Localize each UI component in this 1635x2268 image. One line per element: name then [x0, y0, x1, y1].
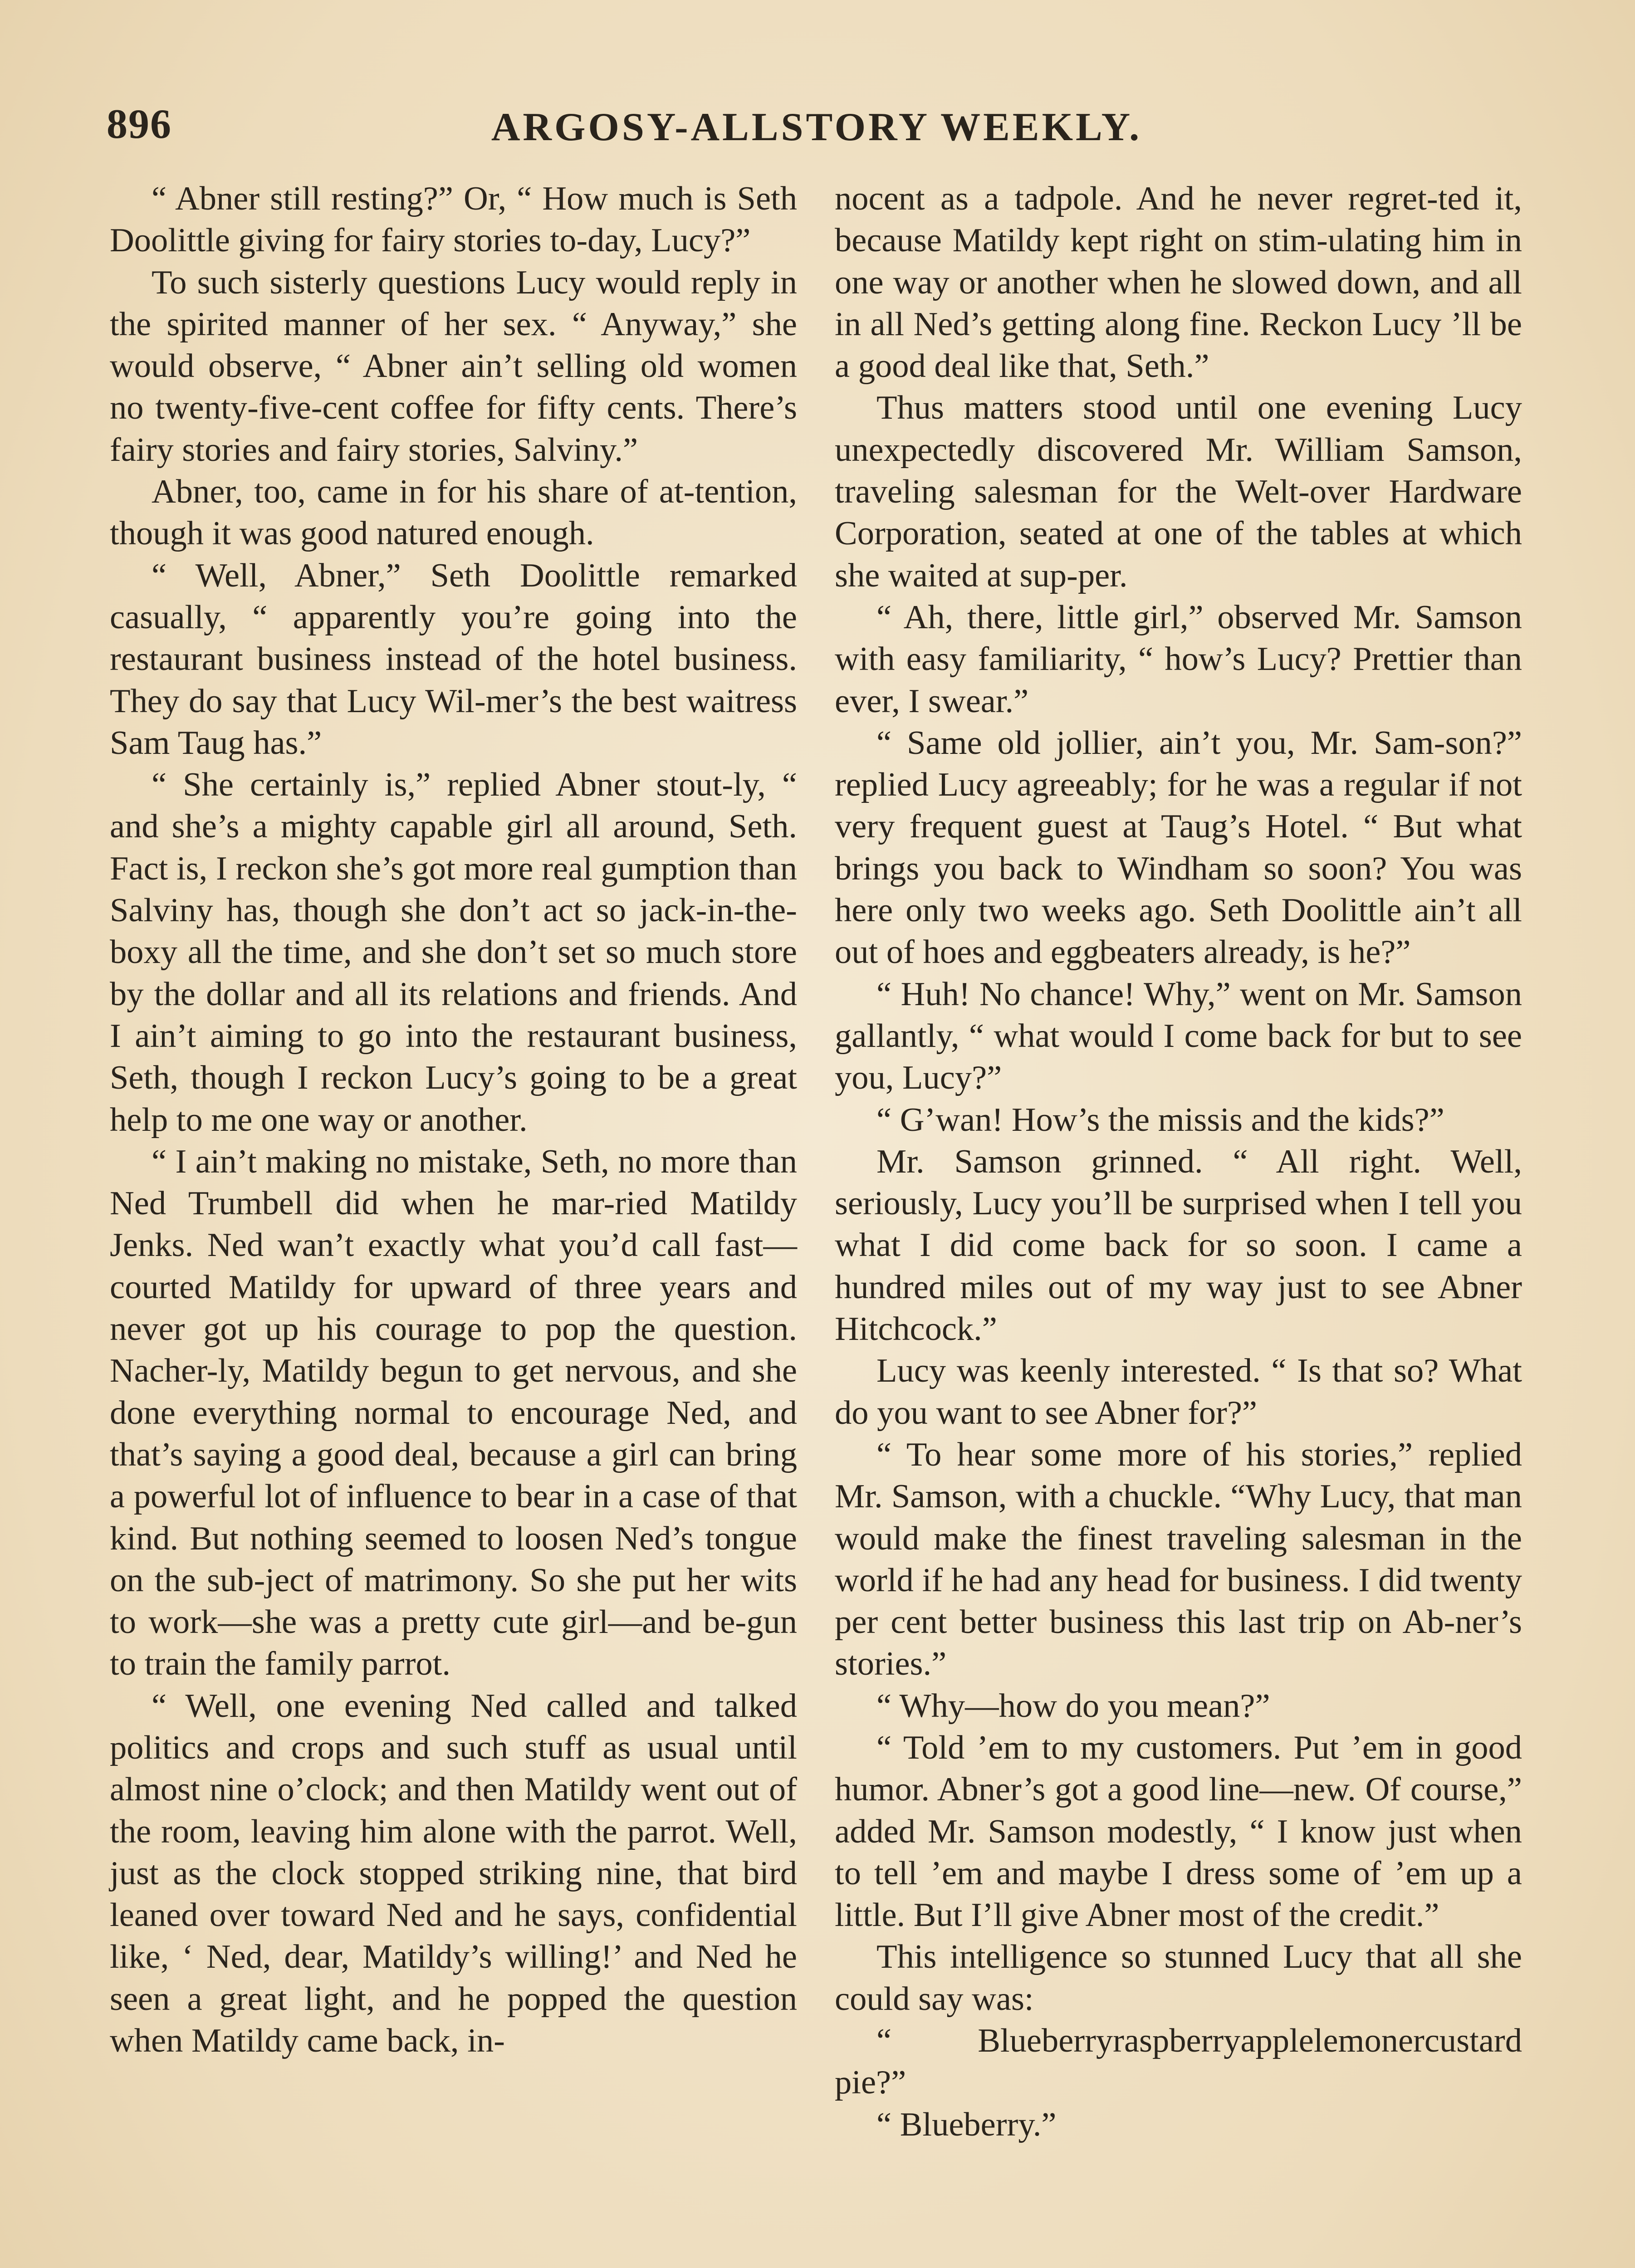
- running-head: ARGOSY-ALLSTORY WEEKLY.: [491, 105, 1142, 149]
- paragraph: “ Abner still resting?” Or, “ How much is Seth Doolittle giving for fairy stories to-day, Lucy?”: [110, 180, 797, 259]
- page-header: [107, 91, 1527, 168]
- paragraph: This intelligence so stunned Lucy that all she could say was:: [835, 1938, 1522, 2018]
- paragraph: “ Blueberryraspberryapplelemonercustard pie?”: [835, 2022, 1522, 2102]
- paragraph: “ Ah, there, little girl,” observed Mr. Samson with easy familiarity, “ how’s Lucy? Prettier than ever, I swear.”: [835, 598, 1522, 720]
- paragraph: “ I ain’t making no mistake, Seth, no more than Ned Trumbell did when he mar-ried Matildy Jenks. Ned wan’t exactly what you’d call fast—courted Matildy for upward of three years and never got up his courage to pop the question. Nacher-ly, Matildy begun to get nervous, and she done everything normal to encourage Ned, and that’s saying a good deal, because a girl can bring a powerful lot of influence to bear in a case of that kind. But nothing seemed to loosen Ned’s tongue on the sub-ject of matrimony. So she put her wits to work—she was a pretty cute girl—and be-gun to train the family parrot.: [110, 1143, 797, 1683]
- paragraph: Lucy was keenly interested. “ Is that so? What do you want to see Abner for?”: [835, 1352, 1522, 1432]
- paragraph: Mr. Samson grinned. “ All right. Well, seriously, Lucy you’ll be surprised when I tell you what I did come back for so soon. I came a hundred miles out of my way just to see Abner Hitchcock.”: [835, 1143, 1522, 1348]
- paragraph: “ Told ’em to my customers. Put ’em in good humor. Abner’s got a good line—new. Of course,” added Mr. Samson modestly, “ I know just when to tell ’em and maybe I dress some of ’em up a little. But I’ll give Abner most of the credit.”: [835, 1729, 1522, 1934]
- paragraph: “ G’wan! How’s the missis and the kids?”: [876, 1101, 1444, 1139]
- page-number: 896: [107, 101, 172, 147]
- paragraph: Abner, too, came in for his share of at-tention, though it was good natured enough.: [110, 473, 797, 552]
- paragraph: “ Well, Abner,” Seth Doolittle remarked casually, “ apparently you’re going into the restaurant business instead of the hotel business. They do say that Lucy Wil-mer’s the best waitress Sam Taug has.”: [110, 557, 797, 762]
- paragraph: To such sisterly questions Lucy would reply in the spirited manner of her sex. “ Anyway,” she would observe, “ Abner ain’t selling old women no twenty-five-cent coffee for fifty cents. There’s fairy stories and fairy stories, Salviny.”: [110, 264, 797, 469]
- right-column: [835, 178, 1522, 2146]
- paragraph: “ Blueberry.”: [876, 2106, 1057, 2143]
- left-column: [110, 178, 797, 2062]
- paragraph: Thus matters stood until one evening Lucy unexpectedly discovered Mr. William Samson, traveling salesman for the Welt-over Hardware Corporation, seated at one of the tables at which she waited at sup-per.: [835, 389, 1522, 594]
- paragraph: “ Same old jollier, ain’t you, Mr. Sam-son?” replied Lucy agreeably; for he was a regular if not very frequent guest at Taug’s Hotel. “ But what brings you back to Windham so soon? You was here only two weeks ago. Seth Doolittle ain’t all out of hoes and eggbeaters already, is he?”: [835, 724, 1522, 971]
- paragraph: “ Why—how do you mean?”: [876, 1687, 1270, 1725]
- paragraph: “ Huh! No chance! Why,” went on Mr. Samson gallantly, “ what would I come back for but to see you, Lucy?”: [835, 975, 1522, 1097]
- paragraph: “ Well, one evening Ned called and talked politics and crops and such stuff as usual until almost nine o’clock; and then Matildy went out of the room, leaving him alone with the parrot. Well, just as the clock stopped striking nine, that bird leaned over toward Ned and he says, confidential like, ‘ Ned, dear, Matildy’s willing!’ and Ned he seen a great light, and he popped the question when Matildy came back, in-: [110, 1687, 797, 2060]
- paragraph-continued: nocent as a tadpole. And he never regret-ted it, because Matildy kept right on stim-ulating him in one way or another when he slowed down, and all in all Ned’s getting along fine. Reckon Lucy ’ll be a good deal like that, Seth.”: [835, 180, 1522, 385]
- paragraph: “ She certainly is,” replied Abner stout-ly, “ and she’s a mighty capable girl all around, Seth. Fact is, I reckon she’s got more real gumption than Salviny has, though she don’t act so jack-in-the-boxy all the time, and she don’t set so much store by the dollar and all its relations and friends. And I ain’t aiming to go into the restaurant business, Seth, though I reckon Lucy’s going to be a great help to me one way or another.: [110, 766, 797, 1139]
- paragraph: “ To hear some more of his stories,” replied Mr. Samson, with a chuckle. “Why Lucy, that man would make the finest traveling salesman in the world if he had any head for business. I did twenty per cent better business this last trip on Ab-ner’s stories.”: [835, 1436, 1522, 1683]
